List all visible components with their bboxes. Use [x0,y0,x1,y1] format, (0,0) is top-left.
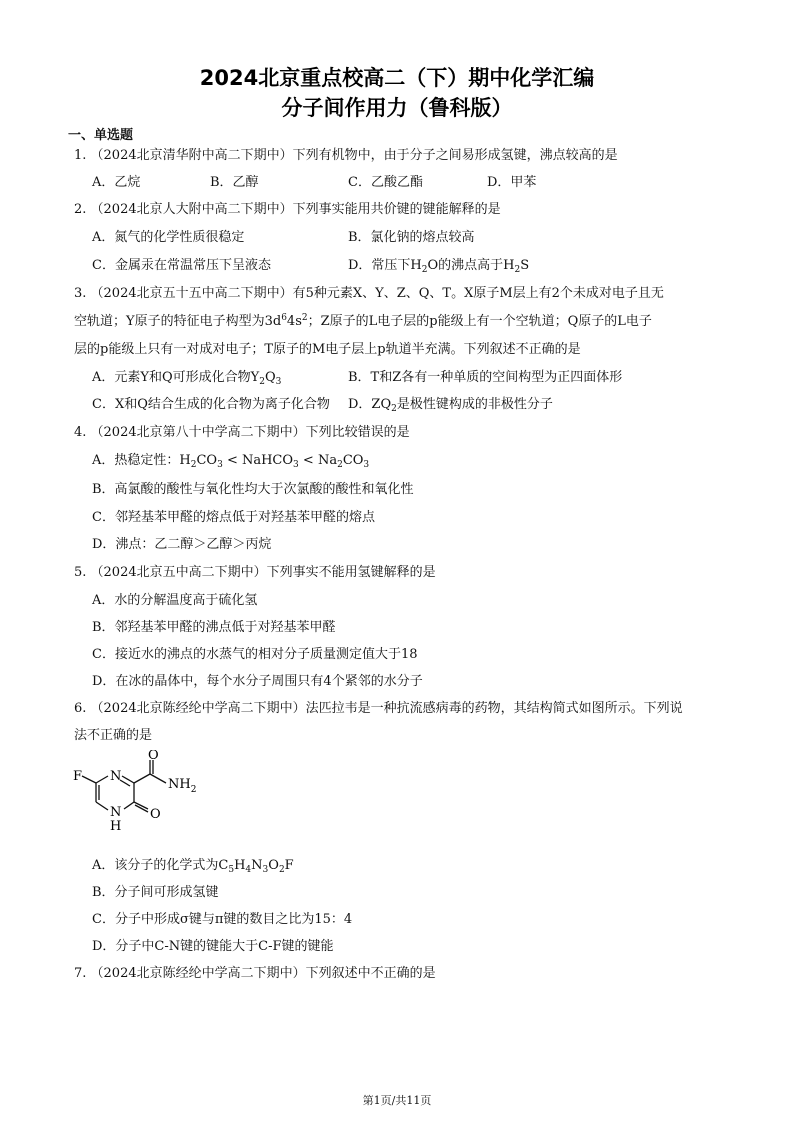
question-5-option-a: A．水的分解温度高于硫化氢 [92,593,258,608]
question-6-option-a: A．该分子的化学式为$C_5H_4N_3O_2F$ [92,858,294,875]
question-2-option-d: D．常压下$H_2O$的沸点高于$H_2S$ [348,258,530,275]
question-1-option-b: B．乙醇 [210,175,259,190]
question-5-option-b: B．邻羟基苯甲醛的沸点低于对羟基苯甲醛 [92,620,336,635]
question-6-option-d: D．分子中C-N键的键能大于C-F键的键能 [92,939,334,954]
question-1-stem: 1. （2024北京清华附中高二下期中）下列有机物中，由于分子之间易形成氢键，沸点较高的是 [74,148,618,163]
question-3-stem-line1: 3. （2024北京五十五中高二下期中）有5种元素X、Y、Z、Q、T。X原子M层上有2个未成对电子且无 [74,286,664,301]
question-3-option-a: A．元素Y和Q可形成化合物$Y_2Q_3$ [92,370,282,387]
question-2-stem: 2. （2024北京人大附中高二下期中）下列事实能用共价键的键能解释的是 [74,202,501,217]
question-4-option-c: C．邻羟基苯甲醛的熔点低于对羟基苯甲醛的熔点 [92,510,375,525]
question-1-option-c: C．乙酸乙酯 [348,175,423,190]
mol-label-nh2: $NH_2$ [168,777,197,795]
question-3-option-b: B．T和Z各有一种单质的空间构型为正四面体形 [348,370,623,385]
document-title: 2024北京重点校高二（下）期中化学汇编 [199,66,595,90]
question-3-option-d: D．$ZQ_2$是极性键构成的非极性分子 [348,397,553,414]
question-5-option-c: C．接近水的沸点的水蒸气的相对分子质量测定值大于18 [92,647,418,662]
document-subtitle: 分子间作用力（鲁科版） [281,96,513,120]
question-2-option-c: C．金属汞在常温常压下呈液态 [92,258,271,273]
mol-label-h: H [110,819,122,834]
question-4-option-d: D．沸点：乙二醇＞乙醇＞丙烷 [92,537,272,552]
question-3-stem-line2: 空轨道；Y原子的特征电子构型为$3d^64s^2$；Z原子的L电子层的p能级上有一个空轨道；Q原子的L电子 [74,313,652,329]
question-4-stem: 4. （2024北京第八十中学高二下期中）下列比较错误的是 [74,425,410,440]
mol-label-o-ring: O [150,807,161,822]
question-4-option-a: A．热稳定性：$H_2CO_3$ < NaHCO$_3$ < $Na_2CO_3$ [92,453,370,470]
question-4-option-b: B．高氯酸的酸性与氧化性均大于次氯酸的酸性和氧化性 [92,482,414,497]
question-6-stem-line2: 法不正确的是 [74,728,153,743]
mol-label-o-amide: O [148,750,159,763]
question-3-option-c: C．X和Q结合生成的化合物为离子化合物 [92,397,330,412]
question-6-option-b: B．分子间可形成氢键 [92,885,219,900]
question-1-option-d: D．甲苯 [487,175,537,190]
question-7-stem: 7. （2024北京陈经纶中学高二下期中）下列叙述中不正确的是 [74,966,436,981]
mol-label-f: F [73,769,83,784]
question-3-stem-line3: 层的p能级上只有一对成对电子；T原子的M电子层上p轨道半充满。下列叙述不正确的是 [74,342,581,357]
mol-label-n: N [110,769,122,784]
question-2-option-a: A．氮气的化学性质很稳定 [92,230,245,245]
page-number: 第1页/共11页 [362,1094,432,1107]
question-5-option-d: D．在冰的晶体中，每个水分子周围只有4个紧邻的水分子 [92,674,423,689]
question-1-option-a: A．乙烷 [92,175,141,190]
question-5-stem: 5. （2024北京五中高二下期中）下列事实不能用氢键解释的是 [74,565,436,580]
question-6-option-c: C．分子中形成σ键与π键的数目之比为15：4 [92,912,353,927]
question-2-option-b: B．氯化钠的熔点较高 [348,230,475,245]
question-6-stem-line1: 6. （2024北京陈经纶中学高二下期中）法匹拉韦是一种抗流感病毒的药物，其结构简式如图所示。下列说 [74,701,683,716]
section-heading: 一、单选题 [68,128,134,143]
mol-label-nh: N [110,805,122,820]
favipiravir-structure [68,750,218,850]
